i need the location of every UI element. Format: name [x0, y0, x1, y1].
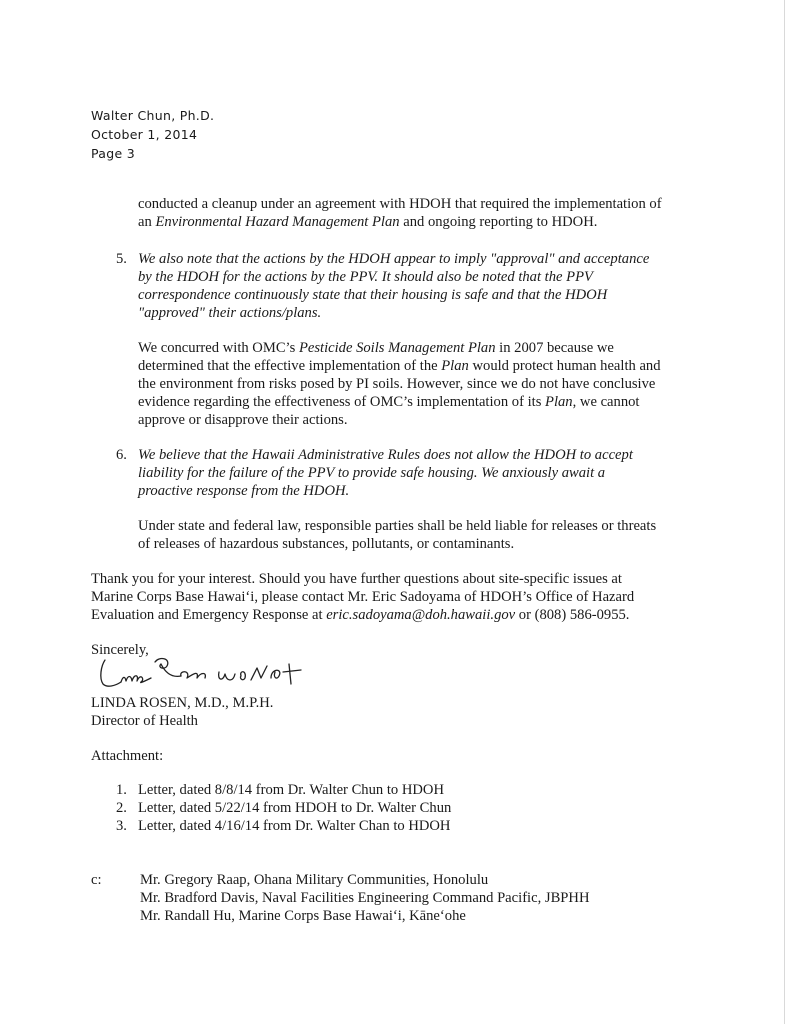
scan-edge-line	[784, 0, 785, 1024]
plan-title-italic: Environmental Hazard Management Plan	[155, 214, 400, 230]
item-number-5: 5.	[116, 251, 127, 267]
header-recipient: Walter Chun, Ph.D.	[91, 108, 215, 123]
cc-recipient: Mr. Gregory Raap, Ohana Military Communities, Honolulu	[140, 872, 489, 888]
text-segment: evidence regarding the effectiveness of OMC’s implementation of its	[138, 394, 546, 410]
email-address: eric.sadoyama@doh.hawaii.gov	[326, 607, 516, 623]
attachment-number: 1.	[116, 782, 127, 798]
item5-response-line-3: the environment from risks posed by PI soils. However, since we do not have conclusive	[138, 376, 656, 392]
text-segment: Evaluation and Emergency Response at	[91, 607, 327, 623]
item5-response-line-4	[138, 393, 639, 411]
salutation: Sincerely,	[91, 642, 149, 658]
item6-response-line-1: Under state and federal law, responsible parties shall be held liable for releases or threats	[138, 518, 657, 534]
closing-line-1: Thank you for your interest. Should you have further questions about site-specific issues at	[91, 571, 622, 587]
item5-response-line-5: approve or disapprove their actions.	[138, 412, 348, 428]
letter-header	[91, 106, 214, 163]
attachment-item: Letter, dated 4/16/14 from Dr. Walter Chan to HDOH	[138, 818, 451, 834]
cc-label: c:	[91, 872, 102, 888]
item5-line-3: correspondence continuously state that their housing is safe and that the HDOH	[138, 287, 608, 303]
text-segment: in 2007 because we	[495, 340, 614, 356]
signatory-title: Director of Health	[91, 713, 198, 729]
text-segment: or (808) 586-0955.	[515, 607, 630, 623]
item6-line-2: liability for the failure of the PPV to provide safe housing. We anxiously await a	[138, 465, 606, 481]
plan-italic: Plan	[441, 358, 469, 374]
attachment-item: Letter, dated 5/22/14 from HDOH to Dr. Walter Chun	[138, 800, 452, 816]
text-segment: , we cannot	[572, 394, 640, 410]
item6-response-line-2: of releases of hazardous substances, pollutants, or contaminants.	[138, 536, 515, 552]
continuation-line-2	[138, 213, 597, 231]
item6-line-3: proactive response from the HDOH.	[138, 483, 350, 499]
text-segment: We concurred with OMC’s	[138, 340, 299, 356]
item5-response-line-2	[138, 357, 661, 375]
text-segment: determined that the effective implementation of the	[138, 358, 442, 374]
item5-response-line-1	[138, 339, 614, 357]
header-date: October 1, 2014	[91, 127, 198, 142]
cc-recipient: Mr. Randall Hu, Marine Corps Base Hawai‘i, Kāne‘ohe	[140, 908, 466, 924]
text-segment: would protect human health and	[468, 358, 661, 374]
attachment-number: 2.	[116, 800, 127, 816]
attachment-item: Letter, dated 8/8/14 from Dr. Walter Chun to HDOH	[138, 782, 444, 798]
signatory-name: LINDA ROSEN, M.D., M.P.H.	[91, 695, 274, 711]
attachment-heading: Attachment:	[91, 748, 164, 764]
header-page: Page 3	[91, 146, 135, 161]
item-number-6: 6.	[116, 447, 127, 463]
item5-line-4: "approved" their actions/plans.	[138, 305, 322, 321]
attachment-number: 3.	[116, 818, 127, 834]
plan-title-italic: Pesticide Soils Management Plan	[298, 340, 496, 356]
plan-italic: Plan	[545, 394, 573, 410]
item6-line-1: We believe that the Hawaii Administrative Rules does not allow the HDOH to accept	[138, 447, 633, 463]
continuation-line-1: conducted a cleanup under an agreement with HDOH that required the implementation of	[138, 196, 662, 212]
item5-line-1: We also note that the actions by the HDOH appear to imply "approval" and acceptance	[138, 251, 650, 267]
text-segment: an	[138, 214, 156, 230]
text-segment: and ongoing reporting to HDOH.	[399, 214, 598, 230]
cc-recipient: Mr. Bradford Davis, Naval Facilities Engineering Command Pacific, JBPHH	[140, 890, 590, 906]
item5-line-2: by the HDOH for the actions by the PPV. It should also be noted that the PPV	[138, 269, 593, 285]
handwritten-signature	[95, 650, 315, 692]
closing-line-2: Marine Corps Base Hawai‘i, please contact Mr. Eric Sadoyama of HDOH’s Office of Hazard	[91, 589, 635, 605]
closing-line-3	[91, 606, 629, 624]
